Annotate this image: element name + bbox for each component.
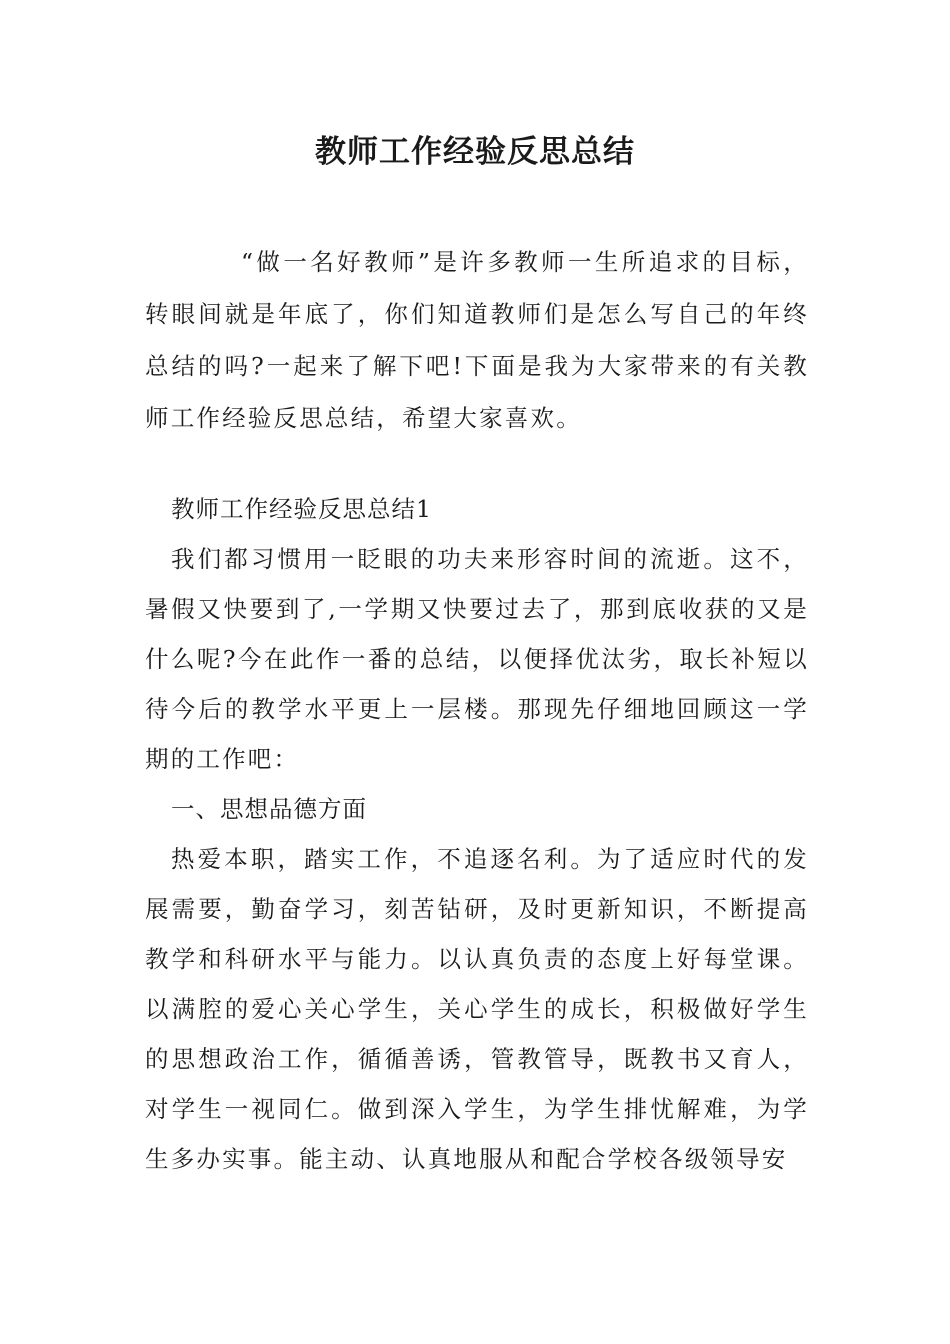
intro-paragraph: “做一名好教师”是许多教师一生所追求的目标，转眼间就是年底了，你们知道教师们是怎么写自己的年终总结的吗?一起来了解下吧!下面是我为大家带来的有关教师工作经验反思总结，希望大家喜欢。 xyxy=(145,248,809,432)
subheading-ideology: 一、思想品德方面 xyxy=(171,795,367,823)
body-paragraph-1: 我们都习惯用一眨眼的功夫来形容时间的流逝。这不，暑假又快要到了,一学期又快要过去了，那到底收获的又是什么呢?今在此作一番的总结，以便择优汰劣，取长补短以待今后的教学水平更上一层楼。那现先仔细地回顾这一学期的工作吧： xyxy=(145,545,809,773)
document-body xyxy=(145,484,809,1184)
document-title: 教师工作经验反思总结 xyxy=(315,134,635,170)
body-paragraph-2: 热爱本职，踏实工作，不追逐名利。为了适应时代的发展需要，勤奋学习，刻苦钻研，及时更新知识，不断提高教学和科研水平与能力。以认真负责的态度上好每堂课。以满腔的爱心关心学生，关心学生的成长，积极做好学生的思想政治工作，循循善诱，管教管导，既教书又育人，对学生一视同仁。做到深入学生，为学生排忧解难，为学生多办实事。能主动、认真地服从和配合学校各级领导安 xyxy=(145,845,809,1173)
section-title: 教师工作经验反思总结1 xyxy=(171,495,432,523)
